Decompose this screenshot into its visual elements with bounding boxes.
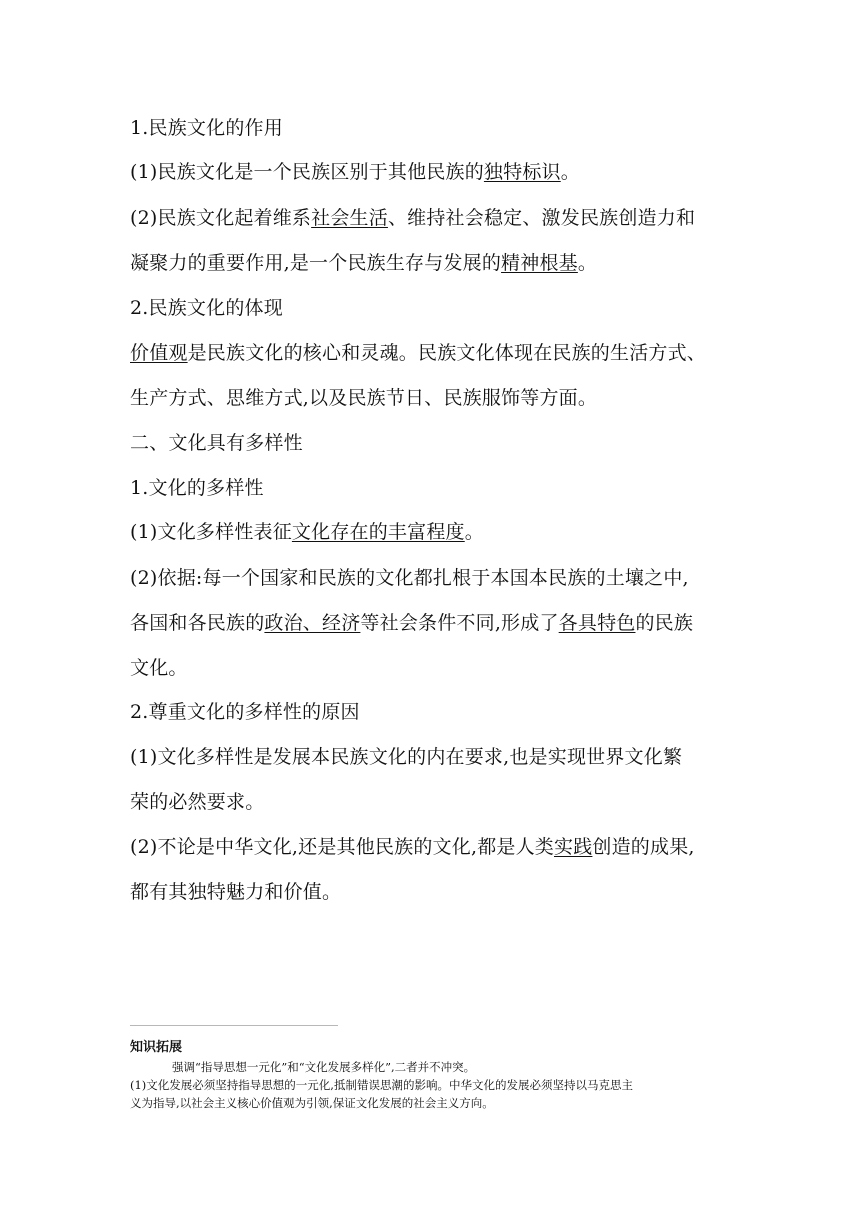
text: (2)民族文化起着维系 — [130, 207, 312, 229]
footnote-line: 强调“指导思想一元化”和“文化发展多样化”,二者并不冲突。 — [172, 1060, 476, 1074]
text: 等社会条件不同,形成了 — [360, 612, 559, 634]
text: 。 — [464, 521, 484, 543]
underlined-key-term: 精神根基 — [501, 252, 578, 274]
footnote-line: (1)文化发展必须坚持指导思想的一元化,抵制错误思潮的影响。中华文化的发展必须坚持以马克思主 — [130, 1078, 633, 1092]
heading-text: 1.文化的多样性 — [130, 477, 264, 499]
paragraph-basis-line-2 — [130, 611, 740, 635]
footnote-title: 知识拓展 — [130, 1040, 183, 1055]
text: 创造的成果, — [592, 836, 695, 858]
underlined-key-term: 价值观 — [130, 342, 188, 364]
paragraph-diversity-meaning — [130, 520, 740, 544]
text: 的民族 — [635, 612, 694, 634]
text: 都有其独特魅力和价值。 — [130, 881, 342, 903]
paragraph-social-life-line-1 — [130, 206, 740, 230]
text: (1)文化多样性表征 — [130, 521, 292, 543]
underlined-key-term: 实践 — [554, 836, 593, 858]
heading-text: 二、文化具有多样性 — [130, 432, 303, 454]
text: (1)民族文化是一个民族区别于其他民族的 — [130, 161, 484, 183]
text: 荣的必然要求。 — [130, 791, 265, 813]
paragraph-unique-identity — [130, 160, 740, 184]
underlined-key-term: 社会生活 — [311, 207, 388, 229]
underlined-key-term: 各具特色 — [558, 612, 636, 634]
text: 、维持社会稳定、激发民族创造力和 — [387, 207, 696, 229]
section-heading-cultural-diversity — [130, 476, 740, 500]
text: 。 — [577, 252, 598, 274]
section-heading-role-of-national-culture — [130, 116, 740, 140]
heading-text: 2.尊重文化的多样性的原因 — [130, 701, 360, 723]
text: 生产方式、思维方式,以及民族节日、民族服饰等方面。 — [130, 387, 598, 409]
paragraph-reason-1-line-1 — [130, 745, 740, 769]
underlined-key-term: 政治、经济 — [264, 612, 361, 634]
paragraph-basis-line-3 — [130, 656, 740, 680]
heading-text: 1.民族文化的作用 — [130, 117, 283, 139]
paragraph-social-life-line-2 — [130, 251, 740, 275]
paragraph-basis-line-1 — [130, 566, 740, 590]
text: 各国和各民族的 — [130, 612, 265, 634]
underlined-key-term: 独特标识 — [483, 161, 561, 183]
paragraph-reason-1-line-2 — [130, 790, 740, 814]
text: 。 — [560, 161, 580, 183]
paragraph-values-line-1 — [130, 341, 740, 365]
text: (2)依据:每一个国家和民族的文化都扎根于本国本民族的土壤之中, — [130, 567, 689, 589]
text: (1)文化多样性是发展本民族文化的内在要求,也是实现世界文化繁 — [130, 746, 683, 768]
section-heading-embodiment — [130, 296, 740, 320]
paragraph-reason-2-line-2 — [130, 880, 740, 904]
paragraph-reason-2-line-1 — [130, 835, 740, 859]
text: 文化。 — [130, 657, 188, 679]
text: 凝聚力的重要作用,是一个民族生存与发展的 — [130, 252, 502, 274]
heading-text: 2.民族文化的体现 — [130, 297, 283, 319]
paragraph-values-line-2 — [130, 386, 740, 410]
footnote-divider — [130, 1025, 338, 1026]
footnote-line: 义为指导,以社会主义核心价值观为引领,保证文化发展的社会主义方向。 — [130, 1096, 494, 1110]
text: 是民族文化的核心和灵魂。民族文化体现在民族的生活方式、 — [187, 342, 707, 364]
text: (2)不论是中华文化,还是其他民族的文化,都是人类 — [130, 836, 554, 858]
section-heading-respect-reasons — [130, 700, 740, 724]
underlined-key-term: 文化存在的丰富程度 — [291, 521, 465, 543]
chapter-heading-diversity — [130, 431, 740, 455]
